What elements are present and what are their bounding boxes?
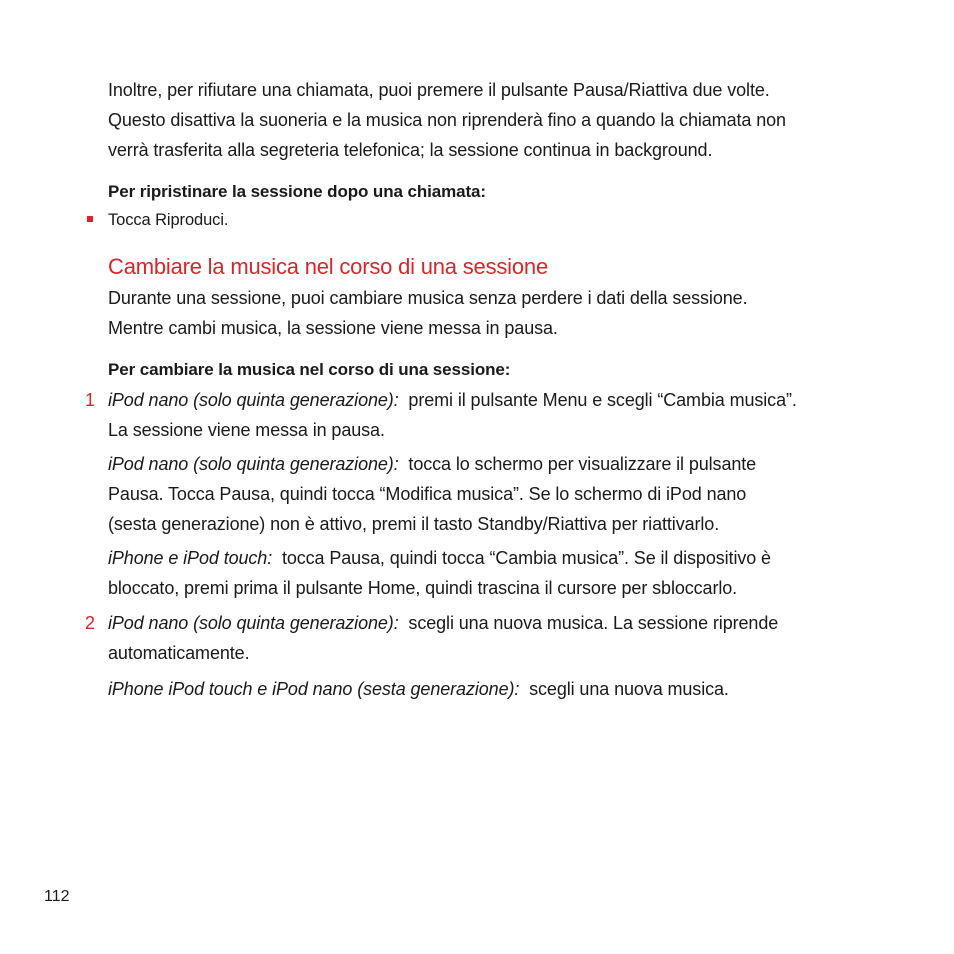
step-1-c-label: iPhone e iPod touch: (108, 548, 273, 568)
step-2-paragraph-a (108, 608, 888, 668)
step-1-b-text-1: tocca lo schermo per visualizzare il pulsante (408, 454, 757, 474)
step-1-paragraph-c (108, 543, 888, 603)
section-line-2: Mentre cambi musica, la sessione viene messa in pausa. (108, 318, 558, 338)
page-number: 112 (44, 888, 70, 905)
step-2-a-text-1: scegli una nuova musica. La sessione riprende (408, 613, 779, 633)
step-2-paragraph-b (108, 674, 888, 704)
step-2-a-label: iPod nano (solo quinta generazione): (108, 613, 399, 633)
step-1-a-text-2: La sessione viene messa in pausa. (108, 420, 385, 440)
intro-line-1: Inoltre, per rifiutare una chiamata, puoi premere il pulsante Pausa/Riattiva due volte. (108, 80, 770, 100)
step-2-number: 2 (85, 613, 96, 633)
step-1-b-text-2: Pausa. Tocca Pausa, quindi tocca “Modifica musica”. Se lo schermo di iPod nano (108, 484, 747, 504)
change-task-heading: Per cambiare la musica nel corso di una sessione: (108, 360, 511, 379)
step-2-b-label: iPhone iPod touch e iPod nano (sesta generazione): (108, 679, 520, 699)
resume-bullet-text: Tocca Riproduci. (108, 211, 229, 229)
intro-line-3: verrà trasferita alla segreteria telefonica; la sessione continua in background. (108, 140, 713, 160)
step-1-paragraph-a (108, 385, 888, 445)
step-1-a-label: iPod nano (solo quinta generazione): (108, 390, 399, 410)
step-1-b-text-3: (sesta generazione) non è attivo, premi il tasto Standby/Riattiva per riattivarlo. (108, 514, 720, 534)
step-1-b-label: iPod nano (solo quinta generazione): (108, 454, 399, 474)
section-line-1: Durante una sessione, puoi cambiare musica senza perdere i dati della sessione. (108, 288, 748, 308)
section-title: Cambiare la musica nel corso di una sessione (108, 254, 548, 279)
resume-task-heading: Per ripristinare la sessione dopo una chiamata: (108, 182, 486, 201)
step-1-c-text-2: bloccato, premi prima il pulsante Home, quindi trascina il cursore per sbloccarlo. (108, 578, 738, 598)
section-paragraph (108, 283, 888, 343)
step-2-b-text-1: scegli una nuova musica. (529, 679, 729, 699)
step-1-paragraph-b (108, 449, 888, 539)
step-1-number: 1 (85, 390, 96, 410)
intro-paragraph (108, 75, 888, 165)
square-bullet-icon (87, 216, 93, 222)
step-1-c-text-1: tocca Pausa, quindi tocca “Cambia musica”. Se il dispositivo è (281, 548, 771, 568)
intro-line-2: Questo disattiva la suoneria e la musica non riprenderà fino a quando la chiamata non (108, 110, 786, 130)
step-1-a-text-1: premi il pulsante Menu e scegli “Cambia musica”. (408, 390, 797, 410)
step-2-a-text-2: automaticamente. (108, 643, 250, 663)
